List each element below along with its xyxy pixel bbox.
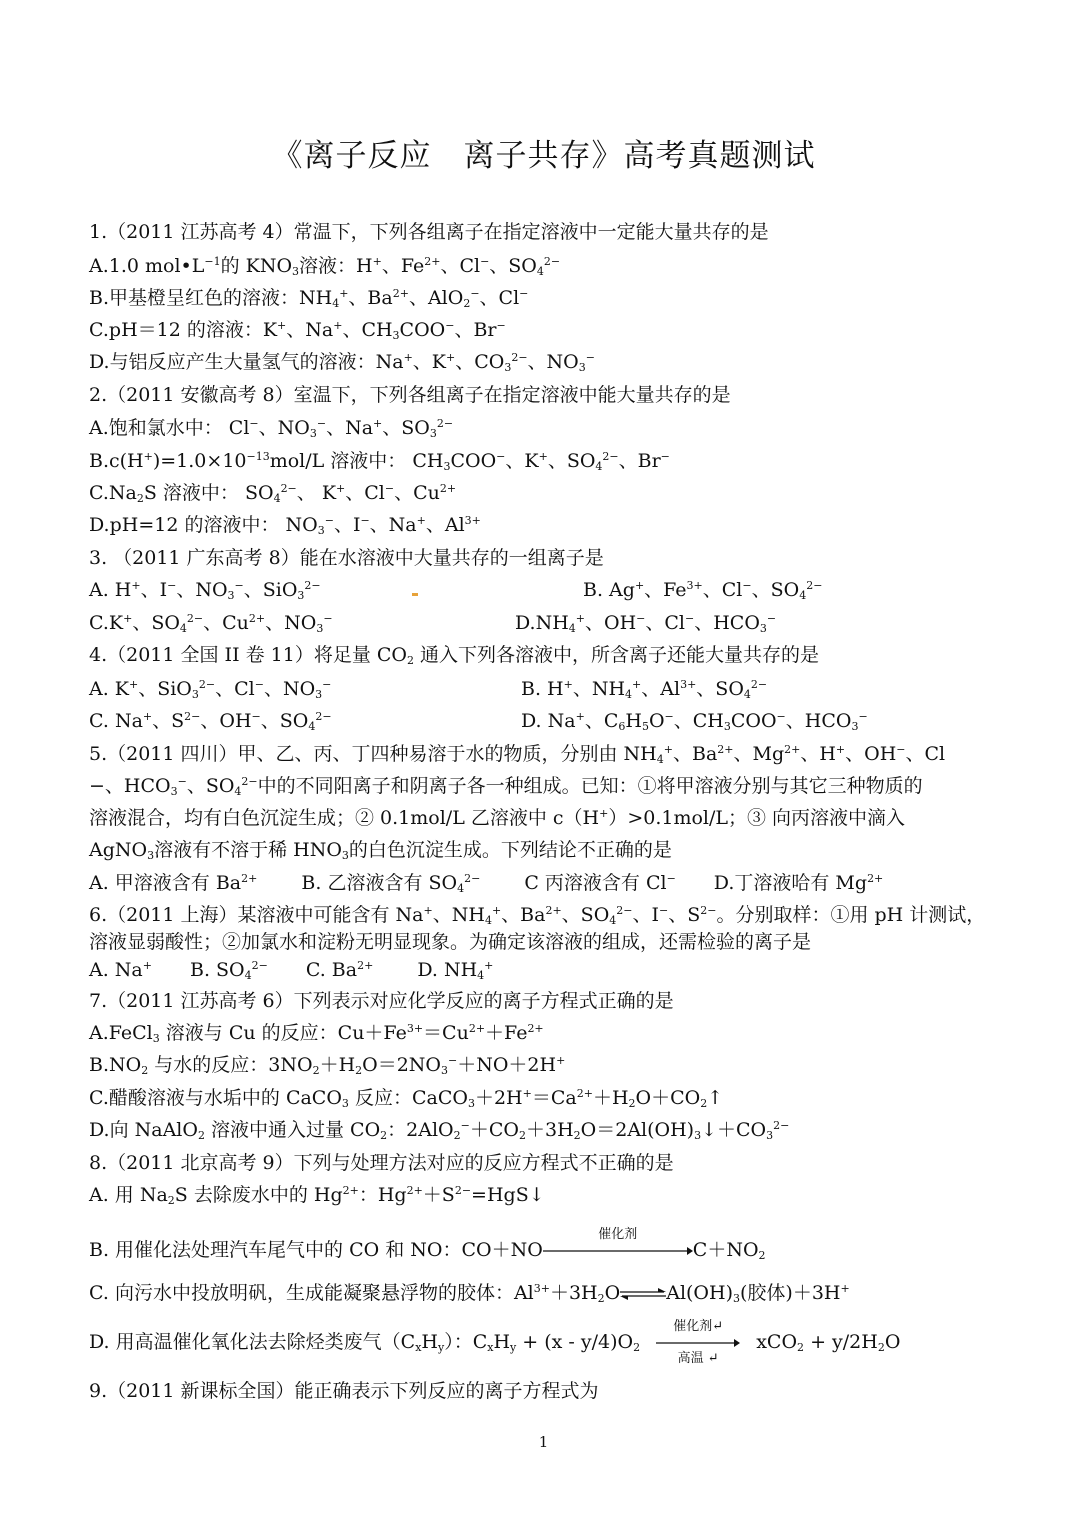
q7-option-d: D.向 NaAlO$_2$ 溶液中通入过量 $CO_2$：$2AlO_2^-+CO_2+3H_2O=2Al(OH)_3↓+CO_3^{2-}$: [89, 1119, 790, 1142]
page-title: 《离子反应 离子共存》高考真题测试: [271, 138, 816, 174]
q7-option-c: C.醋酸溶液与水垢中的 CaCO$_3$ 反应：$CaCO_3+2H^+=Ca^{2+}+H_2O+CO_2↑$: [89, 1087, 724, 1110]
question-4: 4.（2011 全国 II 卷 11）将足量 $CO_2$ 通入下列各溶液中，所含离子还能大量共存的是: [89, 644, 820, 667]
q7-option-a: A.FeCl$_3$ 溶液与 Cu 的反应：$Cu+Fe^{3+}=Cu^{2+}+Fe^{2+}$: [89, 1022, 544, 1045]
question-5-line-3: 溶液混合，均有白色沉淀生成；② 0.1mol/L 乙溶液中 c（H+）>0.1mol/L；③ 向丙溶液中滴入: [89, 807, 906, 829]
question-9: 9.（2011 新课标全国）能正确表示下列反应的离子方程式为: [89, 1380, 599, 1402]
question-3: 3. （2011 广东高考 8）能在水溶液中大量共存的一组离子是: [89, 547, 604, 569]
question-1: 1.（2011 江苏高考 4）常温下，下列各组离子在指定溶液中一定能大量共存的是: [89, 221, 769, 243]
q2-option-b: $B.c(H^+)=1.0\times 10^{-13}mol/L$ 溶液中： $CH_3COO^-$、K+、$SO_4^{2-}$、Br−: [89, 450, 670, 473]
question-5-line-1: 5.（2011 四川）甲、乙、丙、丁四种易溶于水的物质，分别由 $NH_4^+$、$Ba^{2+}$、$Mg^{2+}$、H+、OH−、Cl: [89, 743, 946, 766]
catalyst-heat-arrow: 催化剂↵ 高温 ↵: [656, 1336, 740, 1350]
q2-option-c: $C.Na_2S$ 溶液中： $SO_4^{2-}$、 K+、Cl−、$Cu^{2+}$: [89, 482, 457, 505]
q8-option-b: B. 用催化法处理汽车尾气中的 CO 和 NO：CO＋NO 催化剂 $C+NO_2$: [89, 1227, 766, 1262]
q4-option-b: B. H+、$NH_4^+$、$Al^{3+}$、$SO_4^{2-}$: [521, 678, 768, 701]
catalyst-arrow: 催化剂: [543, 1244, 693, 1258]
question-2: 2.（2011 安徽高考 8）室温下，下列各组离子在指定溶液中能大量共存的是: [89, 384, 731, 406]
q5-options: A. 甲溶液含有 $Ba^{2+}$ B. 乙溶液含有 $SO_4^{2-}$ C 丙溶液含有 Cl− D.丁溶液哈有 $Mg^{2+}$: [89, 872, 884, 895]
q8-option-d: D. 用高温催化氧化法去除烃类废气$(C_xH_y)$：$C_xH_y + (x - y/4)O_2$ 催化剂↵ 高温 ↵ $xCO_2 + y/2H_2O$: [89, 1319, 901, 1366]
q1-option-a: A.1.0 $mol•L^{-1}$的 $KNO_3$溶液：H+、$Fe^{2+}$、Cl−、$SO_4^{2-}$: [89, 255, 561, 278]
q8-option-a: A. 用 $Na_2S$ 去除废水中的 $Hg^{2+}$：$Hg^{2+}+S^{2-}=HgS↓$: [89, 1184, 545, 1207]
q3-option-d: $D.NH_4^+$、OH−、Cl−、$HCO_3^-$: [515, 612, 777, 635]
q2-option-a: A.饱和氯水中： Cl−、$NO_3^-$、Na+、$SO_3^{2-}$: [89, 417, 454, 440]
q7-option-b: $B.NO_2$ 与水的反应：$3NO_2+H_2O=2NO_3^-+NO+2H^+$: [89, 1054, 566, 1077]
question-6-line-1: 6.（2011 上海）某溶液中可能含有 Na+、$NH_4^+$、$Ba^{2+}$、$SO_4^{2-}$、I−、$S^{2-}$。分别取样：①用 pH 计测试，: [89, 904, 986, 927]
question-6-line-2: 溶液显弱酸性；②加氯水和淀粉无明显现象。为确定该溶液的组成，还需检验的离子是: [89, 931, 812, 953]
question-7: 7.（2011 江苏高考 6）下列表示对应化学反应的离子方程式正确的是: [89, 990, 674, 1012]
q1-option-c: C.pH＝12 的溶液：K+、Na+、$CH_3COO^-$、Br−: [89, 319, 506, 342]
question-5-line-2: −、$HCO_3^-$、$SO_4^{2-}$中的不同阳离子和阴离子各一种组成。已知：①将甲溶液分别与其它三种物质的: [89, 775, 923, 798]
q3-option-c: C.K+、$SO_4^{2-}$、$Cu^{2+}$、$NO_3^-$: [89, 612, 333, 635]
q2-option-d: D.pH=12 的溶液中： $NO_3^-$、I−、Na+、$Al^{3+}$: [89, 514, 481, 537]
highlight-mark: [412, 593, 418, 596]
question-5-line-4: AgNO$_3$溶液有不溶于稀 $HNO_3$的白色沉淀生成。下列结论不正确的是: [89, 839, 672, 862]
equilibrium-arrow: [620, 1287, 666, 1301]
q6-options: A. Na+ B. $SO_4^{2-}$ C. $Ba^{2+}$ D. $NH_4^+$: [89, 959, 494, 982]
q8-option-c: C. 向污水中投放明矾，生成能凝聚悬浮物的胶体：$Al^{3+}+3H_2O$ $Al(OH)_3$(胶体)＋3H+: [89, 1282, 850, 1305]
q3-option-b: B. Ag+、$Fe^{3+}$、Cl−、$SO_4^{2-}$: [583, 579, 823, 602]
q4-option-c: C. Na+、$S^{2-}$、OH−、$SO_4^{2-}$: [89, 710, 332, 733]
q4-option-a: A. K+、SiO$_3^{2-}$、Cl−、$NO_3^-$: [89, 678, 332, 701]
q4-option-d: D. Na+、$C_6H_5O^-$、$CH_3COO^-$、$HCO_3^-$: [521, 710, 868, 733]
question-8: 8.（2011 北京高考 9）下列与处理方法对应的反应方程式不正确的是: [89, 1152, 674, 1174]
q1-option-b: B.甲基橙呈红色的溶液：$NH_4^+$、$Ba^{2+}$、AlO$_2$−、Cl−: [89, 287, 529, 310]
q3-option-a: A. H+、I−、$NO_3^-$、SiO$_3^{2-}$: [89, 579, 321, 602]
q1-option-d: D.与铝反应产生大量氢气的溶液：Na+、K+、$CO_3^{2-}$、$NO_3^-$: [89, 351, 595, 374]
page-number: 1: [538, 1433, 549, 1451]
